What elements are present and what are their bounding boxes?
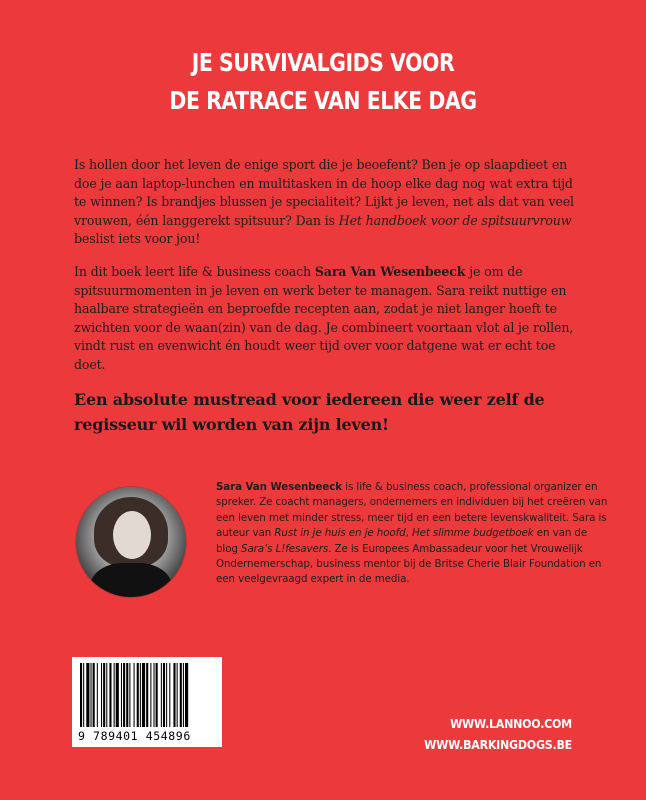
barcode-bar — [91, 663, 92, 727]
intro-text-1: Is hollen door het leven de enige sport die je beoefent? Ben je op slaapdieet en doe je aan laptop-lunchen en multitasken in de hoop elke dag nog wat extra tijd te winnen? Is brandjes blussen je specialiteit? Lijkt je leven, net als dat van veel vrouwen, één langgerekt spitsuur? Dan is — [74, 157, 574, 228]
author-bio — [216, 480, 608, 588]
barcode-bar — [101, 663, 102, 727]
barcode-bar — [150, 663, 151, 727]
barcode-bar — [180, 663, 182, 727]
barcode-bar — [140, 663, 141, 727]
author-photo-body — [90, 563, 172, 597]
barcode-bar — [146, 663, 148, 727]
bio-sep: , — [405, 527, 412, 540]
barcode-bar — [123, 663, 125, 727]
barcode-bar — [103, 663, 105, 727]
author-photo — [76, 487, 186, 597]
barcode-bar — [126, 663, 128, 727]
barcode-bar — [109, 663, 111, 727]
barcode-bar — [83, 663, 84, 727]
headline-line-1: JE SURVIVALGIDS VOOR — [191, 48, 455, 77]
barcode-bar — [129, 663, 130, 727]
barcode-bar — [93, 663, 95, 727]
barcode-bar — [156, 663, 158, 727]
barcode-bars — [78, 663, 216, 729]
intro-paragraph — [74, 156, 584, 249]
tagline: Een absolute mustread voor iedereen die weer zelf de regisseur wil worden van zijn leven! — [74, 390, 545, 434]
bio-blog: Sara’s L!fesavers — [241, 542, 329, 555]
barcode-bar — [106, 663, 107, 727]
imprint-url: WWW.BARKINGDOGS.BE — [424, 737, 572, 752]
intro-book-title: Het handboek voor de spitsuurvrouw — [338, 212, 572, 228]
barcode-bar — [183, 663, 184, 727]
barcode-bar — [154, 663, 155, 727]
barcode-bar — [163, 663, 165, 727]
barcode-bar — [121, 663, 122, 727]
barcode-bar — [114, 663, 115, 727]
bio-text-2: en van de blog — [216, 527, 588, 555]
author-photo-face — [113, 511, 151, 559]
headline-line-2: DE RATRACE VAN ELKE DAG — [169, 86, 477, 115]
barcode-bar — [116, 663, 119, 727]
publisher-url: WWW.LANNOO.COM — [450, 716, 572, 731]
description-text-1: In dit boek leert life & business coach — [74, 264, 315, 279]
barcode-bar — [134, 663, 135, 727]
barcode-bar — [177, 663, 178, 727]
headline — [58, 44, 588, 120]
barcode-bar — [185, 663, 188, 727]
barcode-bar — [142, 663, 145, 727]
barcode-bar — [86, 663, 89, 727]
barcode-bar — [166, 663, 167, 727]
barcode-bar — [97, 663, 98, 727]
bio-book-2: Het slimme budgetboek — [411, 527, 534, 540]
barcode-bar — [80, 663, 82, 727]
description-author: Sara Van Wesenbeeck — [314, 264, 466, 279]
barcode-bar — [161, 663, 162, 727]
barcode-bar — [173, 663, 175, 727]
intro-text-2: beslist iets voor jou! — [74, 231, 201, 247]
publisher-urls — [424, 713, 572, 755]
barcode-digits: 9 789401 454896 — [78, 729, 191, 743]
barcode-bar — [137, 663, 139, 727]
bio-book-1: Rust in je huis en je hoofd — [274, 527, 406, 540]
bio-text-3: . Ze is Europees Ambassadeur voor het Vrouwelijk Ondernemerschap, business mentor bij de Britse Cherie Blair Foundation en een veelgevraagd expert in de media. — [216, 542, 602, 586]
bio-name: Sara Van Wesenbeeck — [216, 481, 343, 493]
description-paragraph — [74, 263, 584, 375]
bio-text-1: is life & business coach, professional organizer en spreker. Ze coacht managers, ondernemers en individuen bij het creëren van een leven met minder stress, meer tijd en een betere levenskwaliteit. Sara is auteur van — [216, 481, 608, 540]
barcode — [72, 657, 222, 747]
barcode-bar — [169, 663, 170, 727]
description-text-2: je om de spitsuurmomenten in je leven en werk beter te managen. Sara reikt nuttige en haalbare strategieën en beproefde recepten aan, zodat je niet langer hoeft te zwichten voor de waan(zin) van de dag. Je combineert voortaan vlot al je rollen, vindt rust en evenwicht én houdt weer tijd over voor datgene wat er echt toe doet. — [74, 264, 574, 372]
